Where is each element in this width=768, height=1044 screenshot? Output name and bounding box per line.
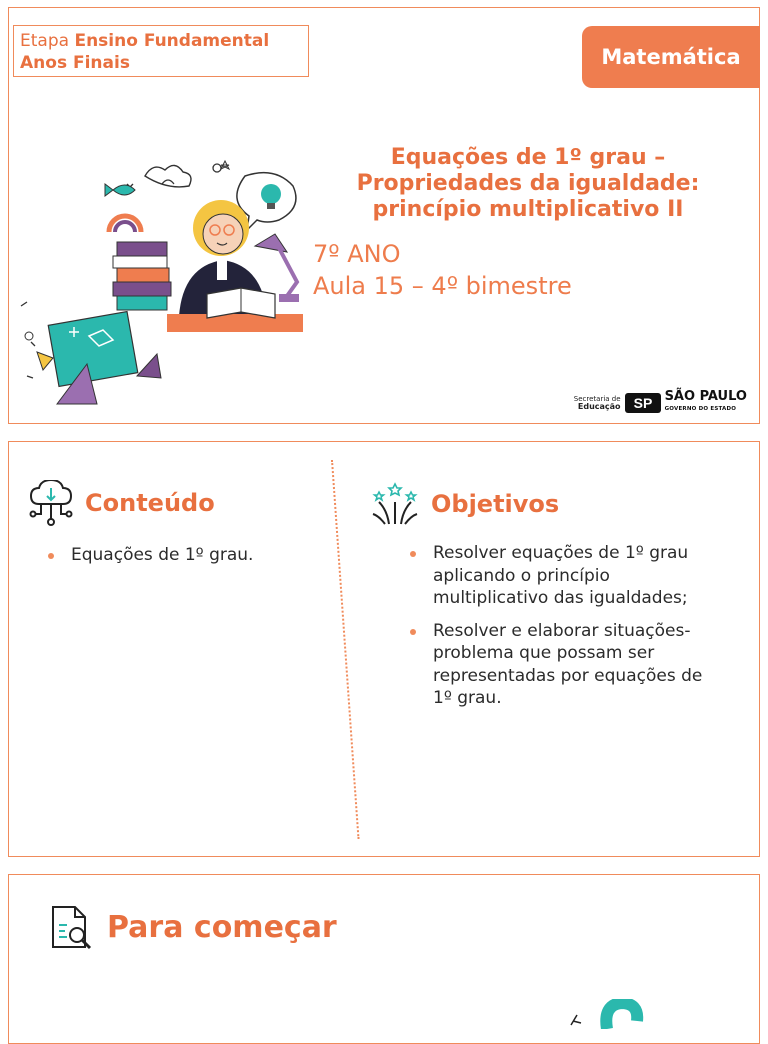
- cover-slide: [8, 7, 760, 424]
- lesson-label: Aula 15 – 4º bimestre: [313, 272, 572, 300]
- content-heading: [29, 480, 215, 526]
- secretaria-line2: Educação: [577, 402, 621, 411]
- cloud-network-icon: [29, 480, 73, 526]
- start-heading: [49, 903, 337, 951]
- stage-box: [13, 25, 309, 77]
- document-search-icon: [49, 903, 95, 951]
- state-name: SÃO PAULO: [664, 389, 747, 404]
- content-objectives-slide: [8, 441, 760, 857]
- grade-label: 7º ANO: [313, 240, 401, 268]
- sao-paulo-education-logo: [574, 391, 747, 415]
- sp-logo-icon: [625, 393, 661, 413]
- content-list: [45, 544, 315, 577]
- secretaria-line1: Secretaria de: [573, 395, 621, 403]
- government-label: GOVERNO DO ESTADO: [664, 406, 737, 412]
- objectives-list: [407, 542, 707, 720]
- lesson-title-line2: Propriedades da igualdade:: [356, 171, 700, 196]
- column-divider: [331, 460, 361, 839]
- grade-info: [313, 238, 572, 302]
- stage-value-line1: Ensino Fundamental: [74, 31, 270, 51]
- objectives-heading-text: Objetivos: [431, 490, 560, 518]
- stage-label: Etapa: [20, 31, 70, 51]
- start-heading-text: Para começar: [107, 909, 337, 945]
- stage-value-line2: Anos Finais: [20, 53, 130, 73]
- content-heading-text: Conteúdo: [85, 489, 215, 517]
- lesson-title-line1: Equações de 1º grau –: [390, 145, 666, 170]
- objective-item: Resolver e elaborar situações-problema que possam ser representadas por equações de 1º grau.: [407, 620, 707, 710]
- fireworks-icon: [371, 480, 419, 528]
- content-item: Equações de 1º grau.: [45, 544, 315, 567]
- partial-decorative-illustration: [565, 999, 645, 1029]
- sp-mark-text: SP: [633, 395, 652, 411]
- start-slide: [8, 874, 760, 1044]
- objective-item: Resolver equações de 1º grau aplicando o princípio multiplicativo das igualdades;: [407, 542, 707, 610]
- lesson-title-line3: princípio multiplicativo II: [372, 197, 684, 222]
- student-studying-illustration: [17, 146, 317, 408]
- secretaria-text: [574, 395, 621, 411]
- state-text: [665, 391, 747, 415]
- objectives-heading: [371, 480, 559, 528]
- lesson-title: [313, 145, 743, 223]
- subject-badge: Matemática: [582, 26, 760, 88]
